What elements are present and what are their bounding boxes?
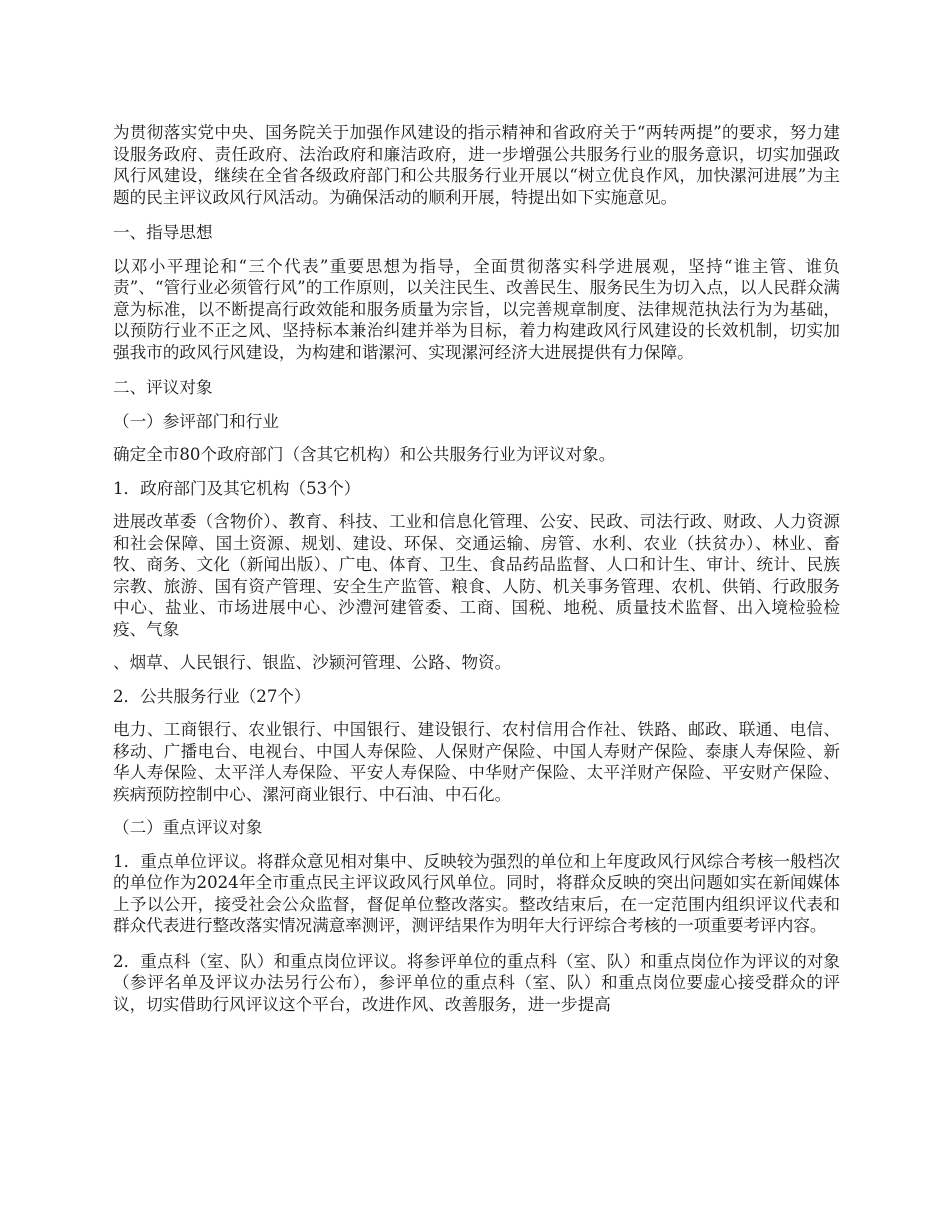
item-public-service-industries: 2．公共服务行业（27个） xyxy=(113,686,311,706)
subheading-key-evaluation-objects: （二）重点评议对象 xyxy=(113,818,263,837)
government-departments-list: 进展改革委（含物价）、教育、科技、工业和信息化管理、公安、民政、司法行政、财政、人力资源和社会保障、国土资源、规划、建设、环保、交通运输、房管、水利、农业（扶贫办）、林业、畜牧、商务、文化（新闻出版）、广电、体育、卫生、食品药品监督、人口和计生、审计、统计、民族宗教、旅游、国有资产管理、安全生产监管、粮食、人防、机关事务管理、农机、供销、行政服务中心、盐业、市场进展中心、沙澧河建管委、工商、国税、地税、质量技术监督、出入境检验检疫、气象 xyxy=(113,512,840,639)
section-heading-guiding-thought: 一、指导思想 xyxy=(113,223,213,242)
key-unit-evaluation-paragraph: 1．重点单位评议。将群众意见相对集中、反映较为强烈的单位和上年度政风行风综合考核一般档次的单位作为2024年全市重点民主评议政风行风单位。同时，将群众反映的突出问题如实在新闻媒体上予以公开，接受社会公众监督，督促单位整改落实。整改结束后，在一定范围内组织评议代表和群众代表进行整改落实情况满意率测评，测评结果作为明年大行评综合考核的一项重要考评内容。 xyxy=(113,851,840,935)
intro-paragraph: 为贯彻落实党中央、国务院关于加强作风建设的指示精神和省政府关于“两转两提”的要求，努力建设服务政府、责任政府、法治政府和廉洁政府，进一步增强公共服务行业的服务意识，切实加强政风行风建设，继续在全省各级政府部门和公共服务行业开展以“树立优良作风，加快漯河进展”为主题的民主评议政风行风活动。为确保活动的顺利开展，特提出如下实施意见。 xyxy=(113,123,840,207)
item-government-departments: 1．政府部门及其它机构（53个） xyxy=(113,478,361,498)
evaluation-scope-paragraph: 确定全市80个政府部门（含其它机构）和公共服务行业为评议对象。 xyxy=(113,445,616,464)
guiding-thought-paragraph: 以邓小平理论和“三个代表”重要思想为指导，全面贯彻落实科学进展观，坚持“谁主管、谁负责”、“管行业必须管行风”的工作原则，以关注民生、改善民生、服务民生为切入点，以人民群众满意为标准，以不断提高行政效能和服务质量为宗旨，以完善规章制度、法律规范执法行为为基础，以预防行业不正之风、坚持标本兼治纠建并举为目标，着力构建政风行风建设的长效机制，切实加强我市的政风行风建设，为构建和谐漯河、实现漯河经济大进展提供有力保障。 xyxy=(113,256,840,362)
public-service-industries-list: 电力、工商银行、农业银行、中国银行、建设银行、农村信用合作社、铁路、邮政、联通、电信、移动、广播电台、电视台、中国人寿保险、人保财产保险、中国人寿财产保险、泰康人寿保险、新华人寿保险、太平洋人寿保险、平安人寿保险、中华财产保险、太平洋财产保险、平安财产保险、疾病预防控制中心、漯河商业银行、中石油、中石化。 xyxy=(113,720,840,804)
document-body xyxy=(113,122,840,1029)
subheading-participating-departments: （一）参评部门和行业 xyxy=(113,411,279,431)
section-heading-evaluation-objects: 二、评议对象 xyxy=(113,378,213,397)
government-departments-list-continued: 、烟草、人民银行、银监、沙颍河管理、公路、物资。 xyxy=(113,653,512,672)
key-post-evaluation-paragraph: 2．重点科（室、队）和重点岗位评议。将参评单位的重点科（室、队）和重点岗位作为评议的对象（参评名单及评议办法另行公布），参评单位的重点科（室、队）和重点岗位要虚心接受群众的评议，切实借助行风评议这个平台，改进作风、改善服务，进一步提高 xyxy=(113,951,840,1014)
